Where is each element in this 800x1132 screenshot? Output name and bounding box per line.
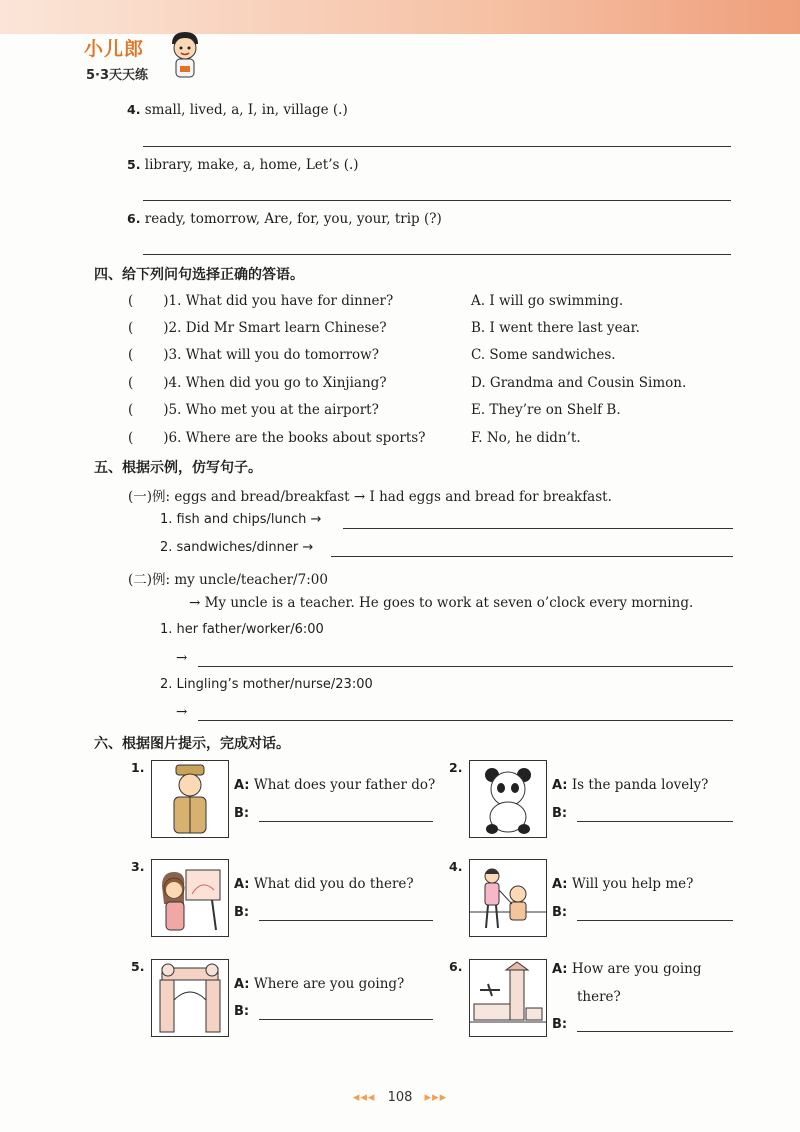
match-question-1 [128, 293, 393, 309]
question-text: )3. What will you do tomorrow? [163, 347, 379, 363]
answer-line[interactable] [143, 254, 731, 255]
rewrite-item-1: 1. fish and chips/lunch → [160, 512, 322, 527]
speaker-b: B: [552, 806, 568, 821]
speaker-a: A: [234, 877, 250, 892]
answer-paren[interactable]: ( [128, 320, 134, 336]
helping-picture [469, 859, 547, 937]
dialog-a-text: Is the panda lovely? [571, 777, 709, 793]
answer-paren[interactable]: ( [128, 430, 134, 446]
dialog-a-line [552, 777, 708, 793]
dialog-a-line [552, 961, 702, 977]
answer-paren[interactable]: ( [128, 402, 134, 418]
match-answer-e: E. They’re on Shelf B. [471, 402, 621, 418]
dialog-a-text: How are you going [571, 961, 702, 977]
policeman-picture [151, 760, 229, 838]
question-text: )2. Did Mr Smart learn Chinese? [163, 320, 387, 336]
item-number: 6. [127, 211, 141, 226]
question-text: )6. Where are the books about sports? [163, 430, 426, 446]
match-question-3 [128, 347, 379, 363]
speaker-b: B: [552, 1017, 568, 1032]
match-answer-f: F. No, he didn’t. [471, 430, 581, 446]
sentence-item-4 [127, 102, 348, 118]
match-question-2 [128, 320, 387, 336]
speaker-b: B: [552, 905, 568, 920]
dialog-a-line [234, 777, 435, 793]
logo [84, 30, 224, 88]
answer-line[interactable] [331, 556, 733, 557]
logo-subtitle: 5·3天天练 [86, 68, 149, 83]
left-arrows-icon: ◂◂◂ [352, 1090, 376, 1105]
match-answer-d: D. Grandma and Cousin Simon. [471, 375, 687, 391]
answer-paren[interactable]: ( [128, 293, 134, 309]
top-color-band [0, 0, 800, 34]
dialog-a-text: What did you do there? [253, 876, 414, 892]
answer-line[interactable] [259, 821, 433, 822]
item-number: 4. [127, 102, 141, 117]
dialog-a-line [552, 876, 693, 892]
logo-title: 小儿郎 [84, 38, 145, 60]
speaker-b: B: [234, 806, 250, 821]
gate-picture [151, 959, 229, 1037]
rewrite-item-4: 2. Lingling’s mother/nurse/23:00 [160, 677, 373, 692]
match-answer-b: B. I went there last year. [471, 320, 640, 336]
page-number: 108 [387, 1090, 413, 1105]
panda-picture [469, 760, 547, 838]
dialog-a-text-cont: there? [577, 989, 621, 1005]
arrow-icon: → [176, 704, 188, 720]
page-footer [0, 1090, 800, 1105]
sentence-item-6 [127, 211, 442, 227]
arrow-icon: → [176, 650, 188, 666]
match-answer-a: A. I will go swimming. [471, 293, 624, 309]
answer-line[interactable] [259, 1019, 433, 1020]
dialog-number: 1. [131, 760, 145, 775]
example-two: (二)例: my uncle/teacher/7:00 [128, 572, 328, 588]
sentence-item-5 [127, 157, 359, 173]
item-text: library, make, a, home, Let’s (.) [144, 157, 359, 173]
speaker-b: B: [234, 905, 250, 920]
answer-line[interactable] [198, 666, 733, 667]
example-one: (一)例: eggs and bread/breakfast → I had eggs and bread for breakfast. [128, 489, 612, 505]
section-six-title: 六、根据图片提示，完成对话。 [94, 736, 290, 752]
match-question-5 [128, 402, 379, 418]
right-arrows-icon: ▸▸▸ [424, 1090, 448, 1105]
dialog-number: 3. [131, 859, 145, 874]
dialog-number: 5. [131, 959, 145, 974]
dialog-a-line [234, 876, 414, 892]
speaker-a: A: [552, 778, 568, 793]
airport-picture [469, 959, 547, 1037]
question-text: )1. What did you have for dinner? [163, 293, 394, 309]
answer-line[interactable] [577, 920, 733, 921]
answer-line[interactable] [143, 200, 731, 201]
section-five-title: 五、根据示例，仿写句子。 [94, 460, 262, 476]
dialog-number: 4. [449, 859, 463, 874]
question-text: )4. When did you go to Xinjiang? [163, 375, 387, 391]
speaker-a: A: [552, 962, 568, 977]
answer-line[interactable] [259, 920, 433, 921]
item-text: ready, tomorrow, Are, for, you, your, trip (?) [144, 211, 442, 227]
dialog-number: 6. [449, 959, 463, 974]
dialog-a-text: What does your father do? [253, 777, 436, 793]
match-question-4 [128, 375, 387, 391]
rewrite-item-2: 2. sandwiches/dinner → [160, 540, 314, 555]
section-four-title: 四、给下列问句选择正确的答语。 [94, 267, 304, 283]
dialog-number: 2. [449, 760, 463, 775]
item-text: small, lived, a, I, in, village (.) [144, 102, 348, 118]
match-question-6 [128, 430, 425, 446]
answer-line[interactable] [143, 146, 731, 147]
speaker-b: B: [234, 1004, 250, 1019]
dialog-a-line [234, 976, 404, 992]
answer-paren[interactable]: ( [128, 375, 134, 391]
speaker-a: A: [234, 778, 250, 793]
rewrite-item-3: 1. her father/worker/6:00 [160, 622, 324, 637]
answer-line[interactable] [577, 1031, 733, 1032]
answer-line[interactable] [343, 528, 733, 529]
question-text: )5. Who met you at the airport? [163, 402, 379, 418]
speaker-a: A: [234, 977, 250, 992]
answer-line[interactable] [198, 720, 733, 721]
answer-line[interactable] [577, 821, 733, 822]
match-answer-c: C. Some sandwiches. [471, 347, 616, 363]
dialog-a-text: Where are you going? [253, 976, 405, 992]
girl-painting-picture [151, 859, 229, 937]
speaker-a: A: [552, 877, 568, 892]
mascot-icon [166, 30, 204, 86]
dialog-a-text: Will you help me? [571, 876, 694, 892]
answer-paren[interactable]: ( [128, 347, 134, 363]
item-number: 5. [127, 157, 141, 172]
example-two-answer: → My uncle is a teacher. He goes to work at seven o’clock every morning. [189, 595, 694, 611]
